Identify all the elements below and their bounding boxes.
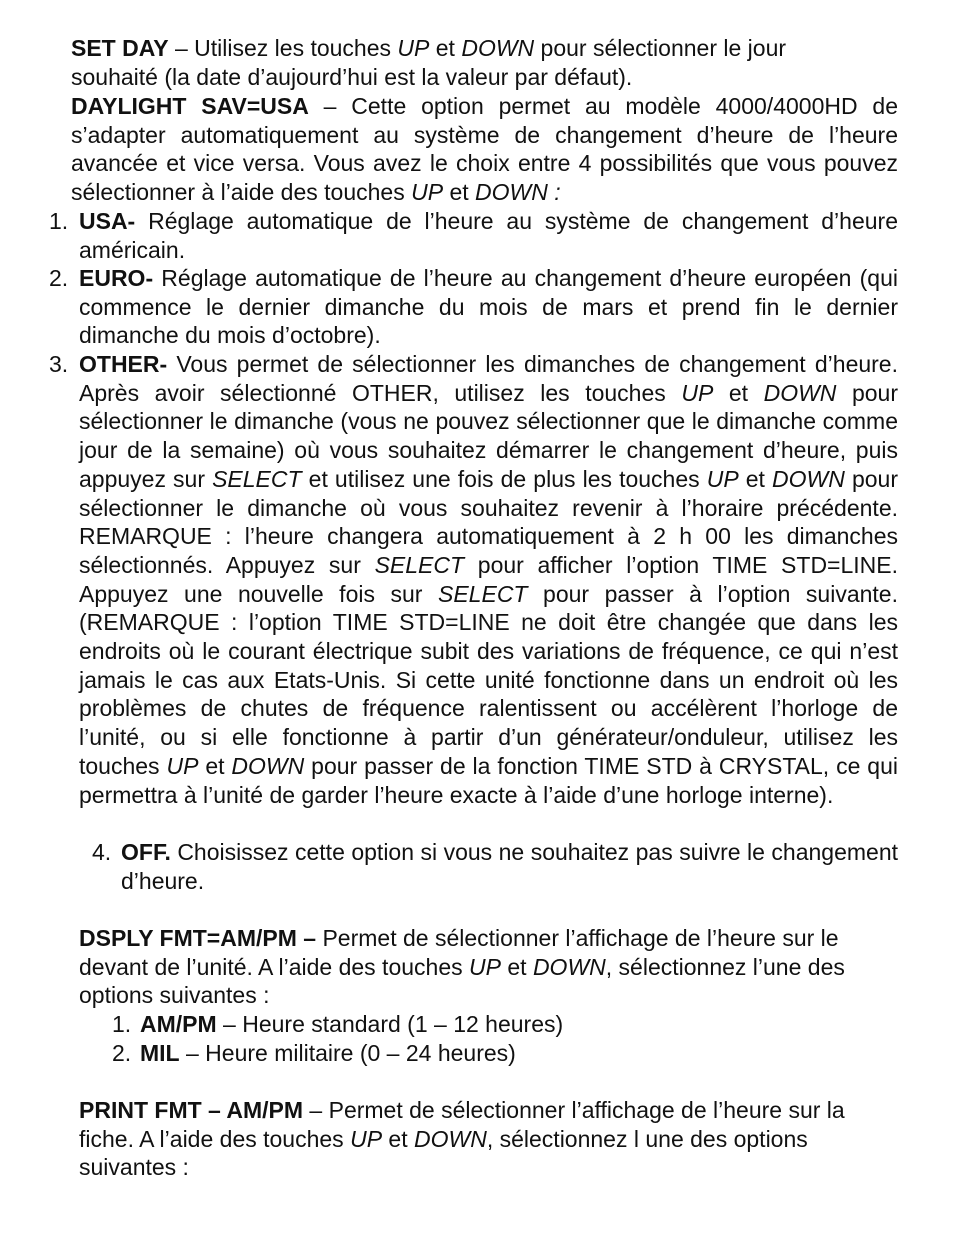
display-format-paragraph [79, 924, 904, 1010]
option-euro [79, 264, 898, 350]
key-up: UP [706, 465, 739, 492]
key-down: DOWN [772, 465, 845, 492]
option-text: pour sélectionner le dimanche où vous souhaitez revenir à l’horaire précédente. REMARQUE : l’heure changera automatiquement à 2 h 00 les dimanches sélectionnés. Appuyez sur [79, 465, 898, 578]
display-format-text-3: , sélectionnez l’une des options suivantes : [79, 953, 845, 1009]
key-down: DOWN [461, 35, 535, 61]
option-text: Choisissez cette option si vous ne souhaitez pas suivre le changement d’heure. [121, 839, 898, 894]
print-format-term: PRINT FMT – AM/PM [79, 1097, 304, 1123]
option-off [121, 838, 898, 895]
set-day-paragraph [71, 34, 871, 91]
option-text: Réglage automatique de l’heure au système de changement d’heure américain. [79, 208, 898, 263]
option-term: MIL [140, 1040, 180, 1066]
option-text: Réglage automatique de l’heure au changement d’heure européen (qui commence le dernier dimanche du mois de mars et prend fin le dernier dimanche du mois d’octobre). [79, 265, 898, 349]
key-down: DOWN [532, 953, 606, 980]
option-text: pour passer à l’option suivante. (REMARQUE : l’option TIME STD=LINE ne doit être changée que dans les endroits où le courant électrique subit des variations de fréquence, ce qui n’est jamais le cas aux Etats-Unis. Si cette unité fonctionne dans un endroit où les problèmes de chutes de fréquence ralentissent ou accélèrent l’horloge de l’unité, ou si elle fonctionne à partir d’un générateur/onduleur, utilisez les touches [79, 580, 898, 779]
option-text: – Heure militaire (0 – 24 heures) [179, 1040, 516, 1066]
option-term: AM/PM [140, 1011, 217, 1037]
option-term: OTHER- [79, 351, 168, 377]
option-text: et [713, 379, 764, 406]
key-up: UP [397, 35, 430, 61]
key-select: SELECT [374, 551, 465, 578]
display-option-ampm [140, 1010, 840, 1039]
set-day-text-3: pour sélectionner le jour souhaité (la date d’aujourd’hui est la valeur par défaut). [71, 35, 787, 90]
key-select: SELECT [212, 465, 302, 492]
daylight-paragraph [71, 92, 898, 207]
key-select: SELECT [438, 580, 528, 607]
list-number: 4. [92, 839, 112, 865]
list-number: 2. [49, 265, 69, 291]
display-format-text-2: et [500, 953, 533, 980]
option-text: Vous permet de sélectionner les dimanches de changement d’heure. Après avoir sélectionné OTHER, utilisez les touches [79, 351, 898, 406]
daylight-text-2: et [443, 179, 476, 206]
key-down: DOWN : [475, 179, 561, 206]
daylight-term: DAYLIGHT SAV=USA [71, 93, 309, 119]
key-up: UP [411, 179, 444, 206]
key-down: DOWN [231, 752, 305, 779]
set-day-text-2: et [429, 35, 462, 61]
option-text: pour passer de la fonction TIME STD à CRYSTAL, ce qui permettra à l’unité de garder l’heure exacte à l’aide d’une horloge interne). [79, 752, 898, 808]
option-text: et [738, 465, 773, 492]
list-number: 1. [49, 208, 69, 234]
key-up: UP [469, 953, 501, 980]
option-text: pour afficher l’option TIME STD=LINE. Appuyez une nouvelle fois sur [79, 551, 899, 607]
display-option-mil [140, 1039, 840, 1068]
option-usa [79, 207, 898, 264]
set-day-text-1: – Utilisez les touches [168, 35, 398, 61]
option-term: OFF. [121, 839, 171, 865]
key-down: DOWN [763, 379, 837, 406]
option-term: EURO- [79, 265, 154, 291]
option-term: USA- [79, 208, 136, 234]
key-up: UP [350, 1125, 383, 1152]
option-text: – Heure standard (1 – 12 heures) [216, 1011, 564, 1037]
list-number: 3. [49, 351, 69, 377]
print-format-text-3: , sélectionnez l une des options suivantes : [79, 1125, 808, 1181]
set-day-term: SET DAY [71, 35, 169, 61]
display-format-text-1: Permet de sélectionner l’affichage de l’heure sur le devant de l’unité. A l’aide des touches [79, 925, 839, 980]
display-format-term: DSPLY FMT=AM/PM – [79, 925, 317, 951]
key-down: DOWN [414, 1125, 487, 1152]
print-format-paragraph [79, 1096, 904, 1182]
option-other [79, 350, 898, 809]
print-format-text-1: – Permet de sélectionner l’affichage de l’heure sur la fiche. A l’aide des touches [79, 1097, 845, 1152]
option-text: et [198, 752, 232, 779]
print-format-text-2: et [382, 1125, 414, 1152]
key-up: UP [681, 379, 714, 406]
option-text: et utilisez une fois de plus les touches [301, 465, 707, 492]
key-up: UP [166, 752, 199, 779]
list-number: 2. [112, 1040, 132, 1066]
option-text: pour sélectionner le dimanche (vous ne pouvez sélectionner que le dimanche comme jour de la semaine) où vous souhaitez démarrer le changement d’heure, puis appuyez sur [79, 379, 898, 492]
list-number: 1. [112, 1011, 132, 1037]
daylight-text-1: – Cette option permet au modèle 4000/4000HD de s’adapter automatiquement au système de changement d’heure de l’heure avancée et vice versa. Vous avez le choix entre 4 possibilités que vous pouvez sélectionner à l’aide des touches [71, 93, 898, 206]
